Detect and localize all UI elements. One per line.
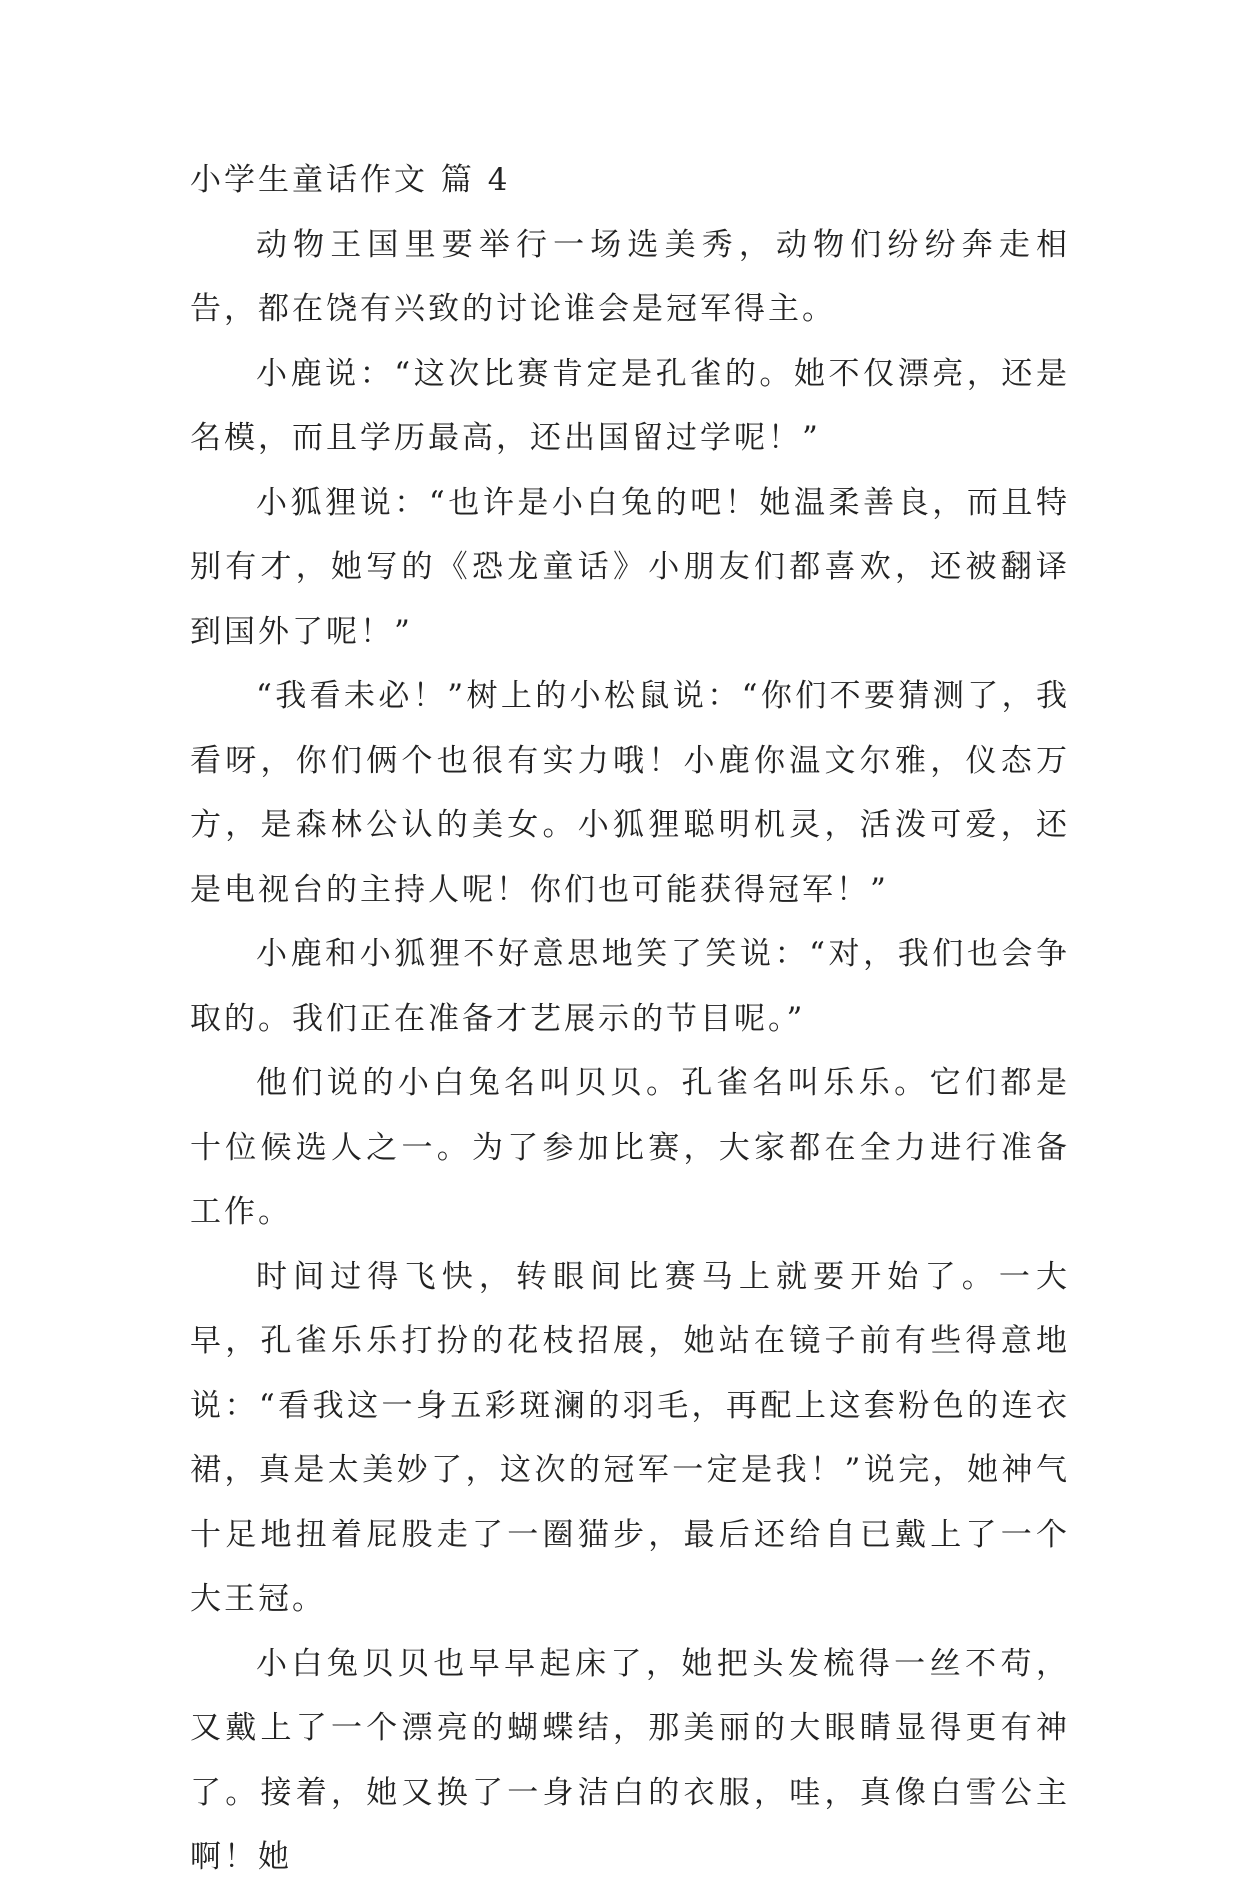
paragraph: “我看未必！”树上的小松鼠说：“你们不要猜测了，我看呀，你们俩个也很有实力哦！小鹿你温文尔雅，仪态万方，是森林公认的美女。小狐狸聪明机灵，活泼可爱，还是电视台的主持人呢！你们也可能获得冠军！” xyxy=(190,678,1070,908)
paragraph: 小狐狸说：“也许是小白兔的吧！她温柔善良，而且特别有才，她写的《恐龙童话》小朋友们都喜欢，还被翻译到国外了呢！” xyxy=(190,484,1070,650)
paragraph: 时间过得飞快，转眼间比赛马上就要开始了。一大早，孔雀乐乐打扮的花枝招展，她站在镜子前有些得意地说：“看我这一身五彩斑澜的羽毛，再配上这套粉色的连衣裙，真是太美妙了，这次的冠军一定是我！”说完，她神气十足地扭着屁股走了一圈猫步，最后还给自已戴上了一个大王冠。 xyxy=(190,1258,1070,1617)
paragraph: 小白兔贝贝也早早起床了，她把头发梳得一丝不苟，又戴上了一个漂亮的蝴蝶结，那美丽的大眼睛显得更有神了。接着，她又换了一身洁白的衣服，哇，真像白雪公主啊！她 xyxy=(190,1645,1070,1875)
document-title: 小学生童话作文 篇 4 xyxy=(190,162,511,198)
paragraph: 动物王国里要举行一场选美秀，动物们纷纷奔走相告，都在饶有兴致的讨论谁会是冠军得主。 xyxy=(190,226,1070,327)
paragraph: 小鹿和小狐狸不好意思地笑了笑说：“对，我们也会争取的。我们正在准备才艺展示的节目呢。” xyxy=(190,936,1070,1037)
paragraph: 他们说的小白兔名叫贝贝。孔雀名叫乐乐。它们都是十位候选人之一。为了参加比赛，大家都在全力进行准备工作。 xyxy=(190,1065,1070,1230)
document-page xyxy=(190,148,1070,1890)
paragraph: 小鹿说：“这次比赛肯定是孔雀的。她不仅漂亮，还是名模，而且学历最高，还出国留过学呢！” xyxy=(190,355,1070,456)
